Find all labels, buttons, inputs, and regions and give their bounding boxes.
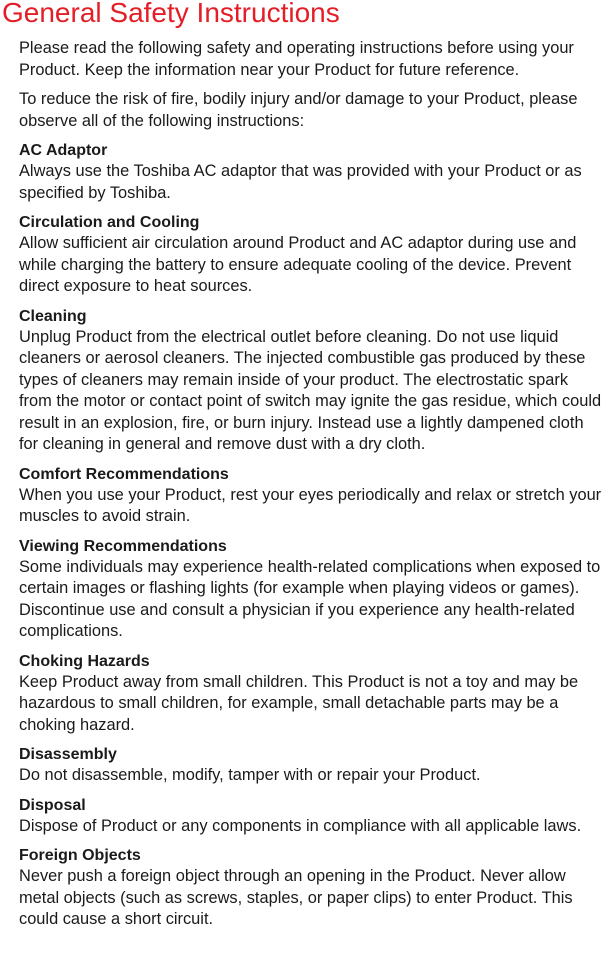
intro-paragraph: Please read the following safety and operating instructions before using your Product. Keep the information near your Product for future reference.: [19, 39, 574, 79]
section-comfort-recommendations: [19, 464, 602, 528]
section-heading: AC Adaptor: [19, 142, 108, 159]
section-text: Some individuals may experience health-related complications when exposed to certain images or flashing lights (for example when playing videos or games). Discontinue use and consult a physician if you experience any health-related complications.: [19, 557, 601, 640]
section-heading: Cleaning: [19, 307, 87, 325]
section-text: Always use the Toshiba AC adaptor that was provided with your Product or as specified by Toshiba.: [19, 162, 582, 202]
page-title: General Safety Instructions: [2, 0, 340, 28]
section-text: Never push a foreign object through an opening in the Product. Never allow metal objects (such as screws, staples, or paper clips) to enter Product. This could cause a short circuit.: [19, 867, 573, 928]
section-viewing-recommendations: [19, 536, 602, 643]
section-cleaning: [19, 306, 602, 456]
section-disassembly: [19, 744, 602, 787]
section-heading: Circulation and Cooling: [19, 214, 200, 231]
section-foreign-objects: [19, 845, 602, 931]
intro-paragraph: To reduce the risk of fire, bodily injury and/or damage to your Product, please observe all of the following instructions:: [19, 90, 578, 130]
section-text: Keep Product away from small children. This Product is not a toy and may be hazardous to small children, for example, small detachable parts may be a choking hazard.: [19, 672, 579, 734]
section-text: Dispose of Product or any components in compliance with all applicable laws.: [19, 816, 582, 835]
section-text: When you use your Product, rest your eyes periodically and relax or stretch your muscles to avoid strain.: [19, 485, 602, 525]
section-text: Unplug Product from the electrical outlet before cleaning. Do not use liquid cleaners or aerosol cleaners. The injected combustible gas produced by these types of cleaners may remain inside of your product. The electrostatic spark from the motor or contact point of switch may ignite the gas residue, which could result in an explosion, fire, or burn injury. Instead use a lightly dampened cloth for cleaning in general and remove dust with a dry cloth.: [19, 327, 602, 453]
section-heading: Disposal: [19, 796, 86, 814]
section-disposal: [19, 795, 602, 838]
section-text: Allow sufficient air circulation around Product and AC adaptor during use and while charging the battery to ensure adequate cooling of the device. Prevent direct exposure to heat sources.: [19, 234, 577, 295]
section-circulation-and-cooling: [19, 212, 602, 298]
section-choking-hazards: [19, 651, 602, 737]
section-heading: Comfort Recommendations: [19, 465, 229, 483]
document-body: [19, 38, 602, 939]
section-text: Do not disassemble, modify, tamper with or repair your Product.: [19, 766, 481, 784]
section-ac-adaptor: [19, 140, 602, 204]
section-heading: Viewing Recommendations: [19, 537, 227, 555]
section-heading: Foreign Objects: [19, 847, 141, 864]
section-heading: Choking Hazards: [19, 652, 150, 670]
section-heading: Disassembly: [19, 746, 117, 763]
